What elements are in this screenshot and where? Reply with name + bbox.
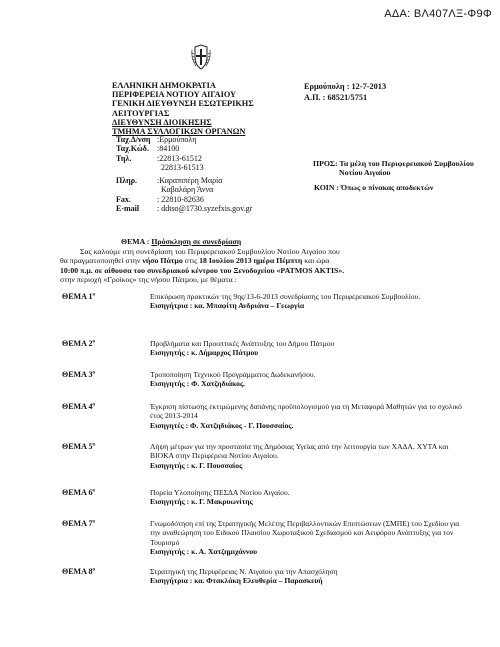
info-value: :Καραπιπέρη Μαρία: [157, 176, 223, 186]
item-num: ΘΕΜΑ 6: [62, 488, 93, 497]
intro-line: [60, 266, 460, 275]
agenda-item-body: [150, 488, 465, 507]
subject-label: ΘΕΜΑ :: [121, 237, 152, 246]
issuer-header: [112, 81, 254, 136]
item-text: Προβλήματα και Προοπτικές Ανάπτυξης του Δήμου Πάτμου: [150, 339, 335, 348]
email-label: E-mail: [116, 204, 140, 214]
item-sup: ο: [92, 339, 95, 345]
subject-text: Πρόσκληση σε συνεδρίαση: [151, 237, 242, 246]
postcode-value: :84100: [157, 144, 180, 154]
item-rapporteur: Εισηγητής : κ. Δήμαρχος Πάτμου: [150, 348, 259, 358]
fax-value: : 22810-82636: [157, 194, 204, 204]
recipients-line: ΠΡΟΣ: Τα μέλη του Περιφερειακού Συμβουλίου: [313, 159, 474, 168]
item-text: Τροποποίηση Τεχνικού Προγράμματος Δωδεκανήσου.: [150, 370, 316, 379]
header-line: ΛΕΙΤΟΥΡΓΙΑΣ: [112, 108, 170, 118]
contact-info: [116, 135, 252, 213]
item-text: Έγκριση πίστωσης εκτιμώμενης δαπάνης προϋπολογισμού για τη Μεταφορά Μαθητών για το σχολικό έτος 2013-2014: [150, 402, 462, 421]
intro-text: 10:00 π.μ. σε αίθουσα του συνεδριακού κέντρου του Ξενοδοχείου «PATMOS AKTIS».: [60, 265, 345, 275]
agenda-item-number: [62, 370, 95, 379]
item-rapporteur: Εισηγήτρια : κα. Φτακλάκη Ελευθερία – Παρασκευή: [150, 576, 323, 586]
item-num: ΘΕΜΑ 5: [62, 442, 93, 451]
intro-paragraph: [60, 247, 460, 284]
item-text: Πορεία Υλοποίησης ΠΕΣΔΑ Νοτίου Αιγαίου.: [150, 488, 290, 497]
intro-text: 18 Ιουλίου 2013 ημέρα Πέμπτη: [199, 256, 303, 266]
agenda-item-body: [150, 567, 465, 586]
ada-code: ΑΔΑ: ΒΛ407ΛΞ-Φ9Φ: [384, 8, 492, 20]
greek-emblem-icon: [191, 44, 211, 70]
fax-label: Fax.: [116, 194, 131, 204]
item-num: ΘΕΜΑ 8: [62, 567, 93, 576]
item-text: Γνωμοδότηση επί της Στρατηγικής Μελέτης Περιβαλλοντικών Επιπτώσεων (ΣΜΠΕ) του Σχεδίου για την αναθεώρηση του Ειδικού Πλαισίου Χωροταξικού Σχεδιασμού και Αειφόρου Ανάπτυξης για τον Τουρισμό: [150, 519, 460, 547]
agenda-item-body: [150, 519, 465, 556]
intro-line: στην περιοχή «Γροίκος» της νήσου Πάτμου, με θέματα :: [60, 274, 237, 284]
cc-recipients: ΚΟΙΝ : Όπως ο πίνακας αποδεκτών: [314, 183, 434, 192]
item-num: ΘΕΜΑ 1: [62, 292, 93, 301]
item-text: Λήψη μέτρων για την προστασία της Δημόσιας Υγείας από την λειτουργία των ΧΑΔΑ, ΧΥΤΑ και ΒΙΟΚΑ στην Περιφέρεια Νοτίου Αιγαίου.: [150, 442, 449, 461]
intro-line: Σας καλούμε στη συνεδρίαση του Περιφερειακού Συμβουλίου Νοτίου Αιγαίου που: [80, 247, 340, 256]
item-rapporteur: Εισηγητής : κ. Α. Χατζημιχάννου: [150, 546, 258, 556]
info-label: Πληρ.: [116, 176, 137, 186]
header-line: ΔΙΕΥΘΥΝΣΗ ΔΙΟΙΚΗΣΗΣ: [112, 117, 212, 127]
item-sup: ο: [92, 567, 95, 573]
header-line: ΓΕΝΙΚΗ ΔΙΕΥΘΥΝΣΗ ΕΣΩΤΕΡΙΚΗΣ: [112, 99, 254, 109]
agenda-item-number: [62, 292, 95, 301]
item-sup: ο: [92, 370, 95, 376]
item-text: Επικύρωση πρακτικών της 9ης/13-6-2013 συνεδρίασης του Περιφερειακού Συμβουλίου.: [150, 292, 421, 301]
recipients: [313, 159, 474, 177]
agenda-item-number: [62, 339, 95, 348]
item-num: ΘΕΜΑ 2: [62, 339, 93, 348]
phone-value: :22813-61512: [157, 153, 202, 163]
header-line: ΤΜΗΜΑ ΣΥΛΛΟΓΙΚΩΝ ΟΡΓΑΝΩΝ: [112, 127, 246, 137]
date-protocol: [304, 81, 386, 103]
item-num: ΘΕΜΑ 4: [62, 402, 93, 411]
intro-text: νήσο Πάτμο: [142, 256, 183, 266]
protocol-number: Α.Π. : 68521/5751: [304, 93, 368, 102]
agenda-item-number: [62, 402, 95, 411]
header-line: ΕΛΛΗΝΙΚΗ ΔΗΜΟΚΡΑΤΙΑ: [112, 81, 216, 90]
agenda-item-number: [62, 488, 95, 497]
item-sup: ο: [92, 488, 95, 494]
agenda-item-number: [62, 519, 95, 528]
item-num: ΘΕΜΑ 7: [62, 519, 93, 528]
agenda-item-body: [150, 442, 465, 470]
item-rapporteur: Εισηγητής : κ. Γ. Πουσσαίος: [150, 460, 243, 470]
item-rapporteur: Εισηγητής : Φ. Χατζηδιάκος.: [150, 379, 246, 389]
item-text: Στρατηγική της Περιφέρειας Ν. Αιγαίου για την Απασχόληση: [150, 567, 338, 576]
intro-text: στις: [182, 256, 200, 266]
agenda-item-body: [150, 339, 465, 358]
intro-line: [60, 256, 460, 265]
phone-value: 22813-61513: [161, 162, 204, 172]
agenda-item-body: [150, 402, 465, 430]
phone-label: Τηλ.: [116, 153, 132, 163]
subject: [121, 237, 241, 246]
item-rapporteur: Εισηγητής : κ. Γ. Μακρυωνίτης: [150, 497, 253, 507]
address-label: Ταχ.Δ/νση: [116, 135, 151, 144]
document-date: Ερμούπολη : 12-7-2013: [304, 82, 387, 91]
item-sup: ο: [92, 442, 95, 448]
item-sup: ο: [92, 519, 95, 525]
item-rapporteur: Εισηγητές : Φ. Χατζηδιάκος - Γ. Πουσσαίος.: [150, 420, 294, 430]
info-value: Καβαλάρη Άννα: [161, 185, 214, 195]
item-sup: ο: [92, 402, 95, 408]
intro-text: θα πραγματοποιηθεί στην: [60, 256, 143, 266]
item-sup: ο: [92, 292, 95, 298]
recipients-line: Νοτίου Αιγαίου: [339, 168, 391, 177]
item-rapporteur: Εισηγήτρια : κα. Μπαφίτη Ανδριάνα – Γεωργία: [150, 301, 305, 311]
intro-text: και ώρα: [302, 256, 330, 266]
agenda-item-number: [62, 567, 95, 576]
agenda-item-body: [150, 292, 465, 311]
item-num: ΘΕΜΑ 3: [62, 370, 93, 379]
address-value: :Ερμούπολη: [157, 135, 197, 144]
agenda-item-number: [62, 442, 95, 451]
header-line: ΠΕΡΙΦΕΡΕΙΑ ΝΟΤΙΟΥ ΑΙΓΑΙΟΥ: [112, 90, 237, 100]
email-value: : ddtso@1730.syzefxis.gov.gr: [157, 204, 253, 214]
postcode-label: Ταχ.Κώδ.: [116, 144, 149, 154]
agenda-item-body: [150, 370, 465, 389]
